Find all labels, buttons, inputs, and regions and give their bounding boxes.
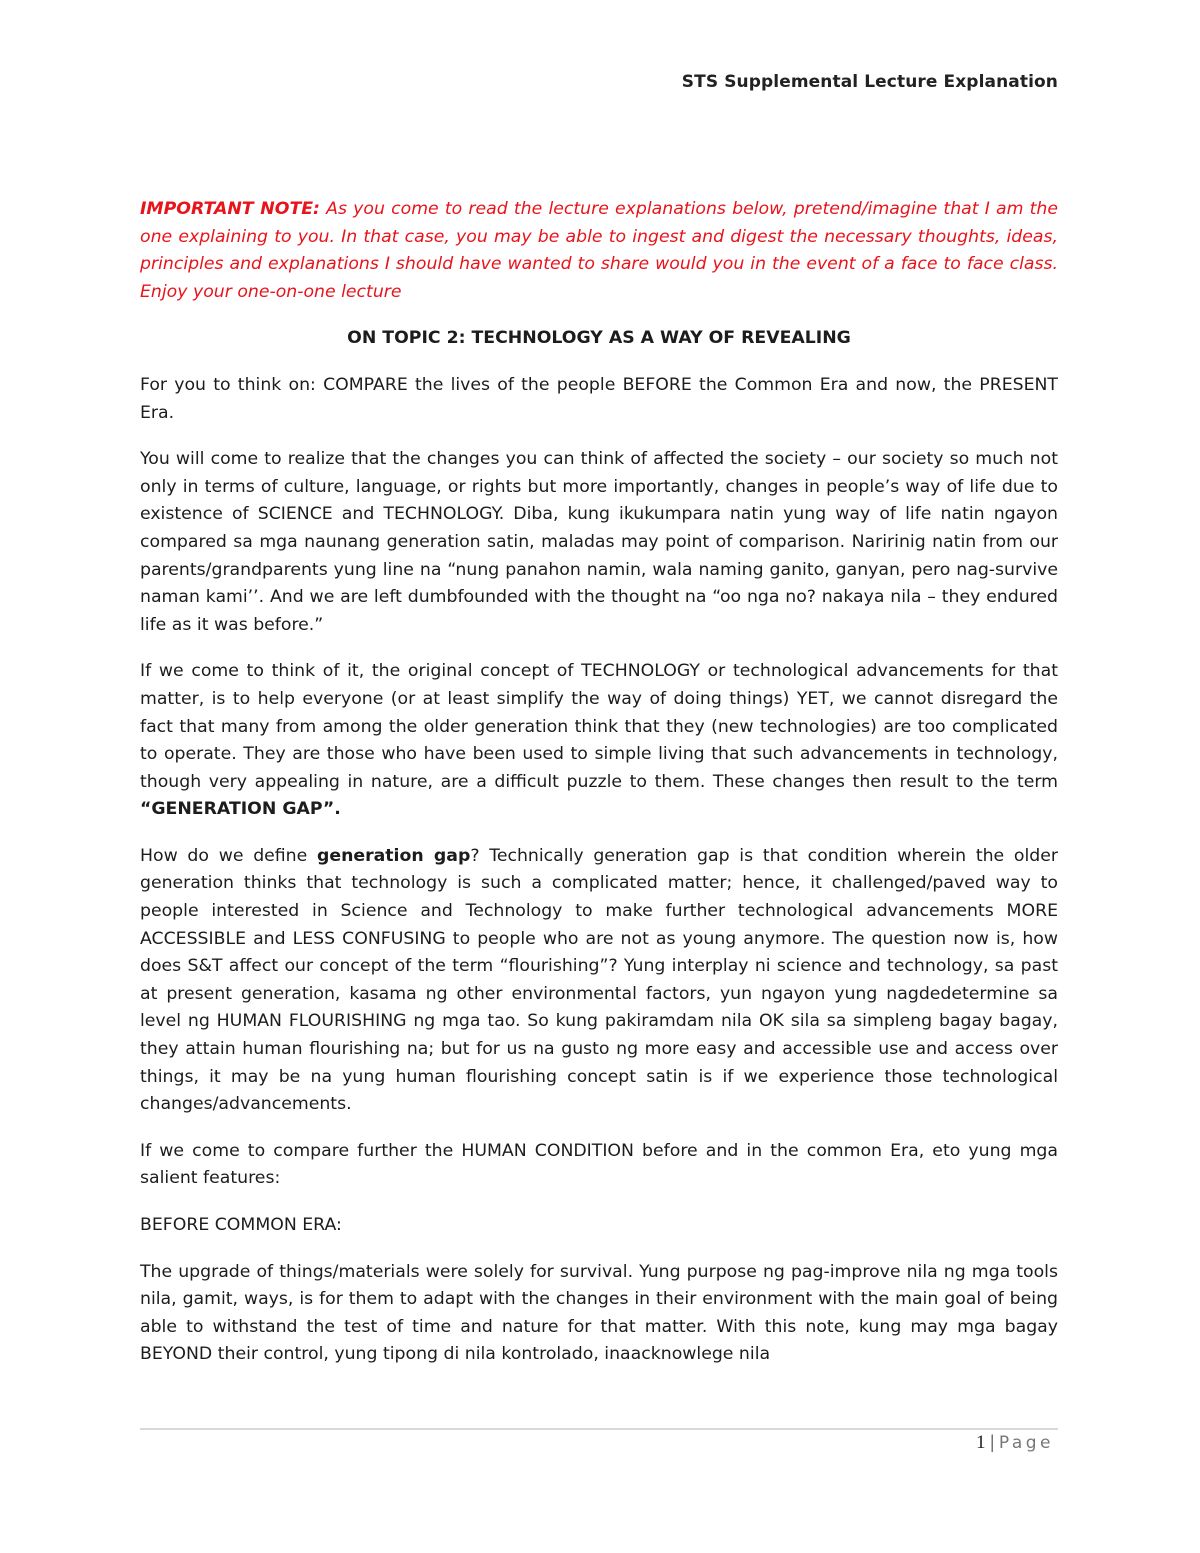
section-title: ON TOPIC 2: TECHNOLOGY AS A WAY OF REVEALING [347,328,851,349]
paragraph-human-condition: If we come to compare further the HUMAN CONDITION before and in the common Era, eto yung mga salient features: [140,1140,1058,1189]
important-note [140,196,1058,306]
document-body [140,196,1058,1388]
generation-gap-term: “GENERATION GAP”. [140,799,341,820]
paragraph-compare: For you to think on: COMPARE the lives of the people BEFORE the Common Era and now, the PRESENT Era. [140,374,1058,423]
page-footer [976,1432,1054,1454]
paragraph-upgrade-survival: The upgrade of things/materials were solely for survival. Yung purpose ng pag-improve nila ng mga tools nila, gamit, ways, is for them to adapt with the changes in their environment with the main goal of being able to withstand the test of time and nature for that matter. With this note, kung may mga bagay BEYOND their control, yung tipong di nila kontrolado, inaacknowlege nila [140,1261,1058,1365]
subheading-before-common-era: BEFORE COMMON ERA: [140,1215,342,1235]
page-number: 1 [976,1432,986,1453]
running-header: STS Supplemental Lecture Explanation [681,72,1058,92]
page-label: Page [998,1433,1054,1453]
important-note-label: IMPORTANT NOTE: [140,199,320,219]
paragraph-generation-gap-definition [140,843,1058,1119]
footer-divider [140,1428,1058,1430]
definition-lead: How do we define [140,845,317,866]
paragraph-technology-concept-text: If we come to think of it, the original concept of TECHNOLOGY or technological advancements for that matter, is to help everyone (or at least simplify the way of doing things) YET, we cannot disregard the fact that many from among the older generation think that they (new technologies) are too complicated to operate. They are those who have been used to simple living that such advancements in technology, though very appealing in nature, are a difficult puzzle to them. These changes then result to the term [140,661,1058,792]
page-separator: | [990,1432,995,1453]
generation-gap-bold: generation gap [317,845,471,866]
important-note-text: As you come to read the lecture explanations below, pretend/imagine that I am the one explaining to you. In that case, you may be able to ingest and digest the necessary thoughts, ideas, principles and explanations I should have wanted to share would you in the event of a face to face class. Enjoy your one-on-one lecture [140,199,1058,302]
paragraph-technology-concept [140,658,1058,824]
definition-rest: ? Technically generation gap is that condition wherein the older generation thinks that technology is such a complicated matter; hence, it challenged/paved way to people interested in Science and Technology to make further technological advancements MORE ACCESSIBLE and LESS CONFUSING to people who are not as young anymore. The question now is, how does S&T affect our concept of the term “flourishing”? Yung interplay ni science and technology, sa past at present generation, kasama ng other environmental factors, yun ngayon yung nagdedetermine sa level ng HUMAN FLOURISHING ng mga tao. So kung pakiramdam nila OK sila sa simpleng bagay bagay, they attain human flourishing na; but for us na gusto ng more easy and accessible use and access over things, it may be na yung human flourishing concept satin is if we experience those technological changes/advancements. [140,845,1058,1115]
paragraph-society-changes: You will come to realize that the changes you can think of affected the society – our society so much not only in terms of culture, language, or rights but more importantly, changes in people’s way of life due to existence of SCIENCE and TECHNOLOGY. Diba, kung ikukumpara natin yung way of life natin ngayon compared sa mga naunang generation satin, maladas may point of comparison. Naririnig natin from our parents/grandparents yung line na “nung panahon namin, wala naming ganito, ganyan, pero nag-survive naman kami’’. And we are left dumbfounded with the thought na “oo nga no? nakaya nila – they endured life as it was before.” [140,449,1058,635]
